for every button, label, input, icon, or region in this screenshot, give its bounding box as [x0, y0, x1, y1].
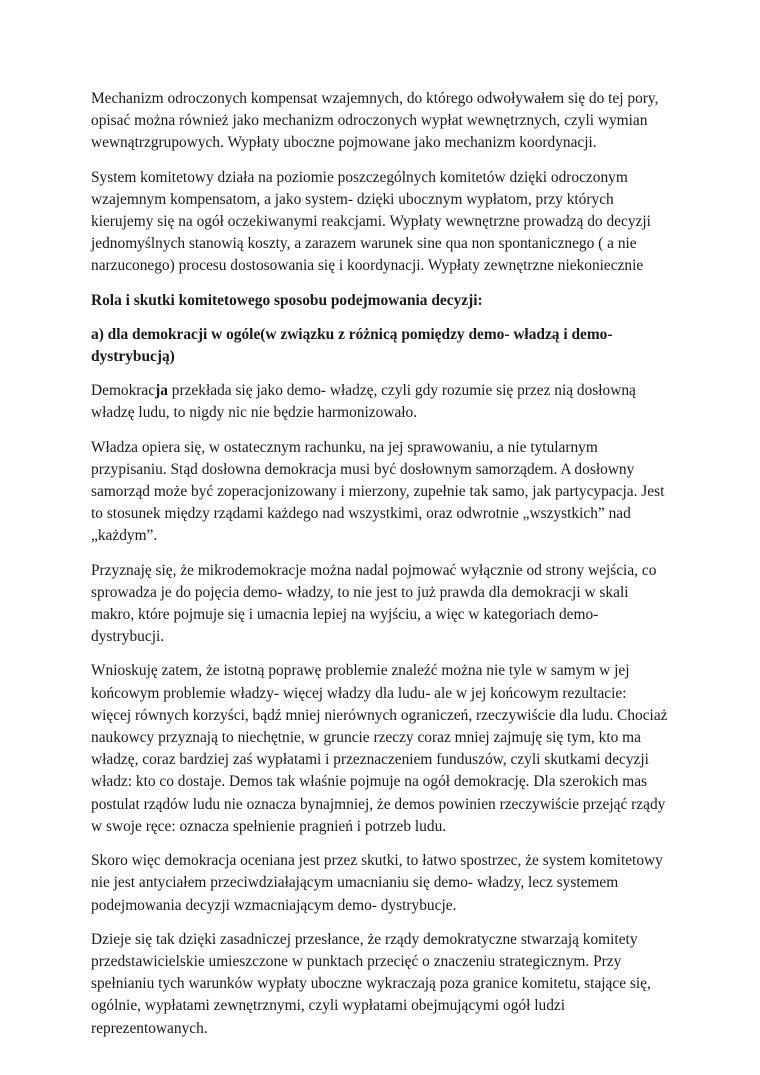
- text-line: ogólnie, wypłatami zewnętrznymi, czyli wypłatami obejmującymi ogół ludzi: [91, 997, 565, 1015]
- text-line: samorząd może być zoperacjonizowany i mierzony, zupełnie tak samo, jak partycypacja. Jest: [91, 483, 665, 501]
- text-line: końcowym problemie władzy- więcej władzy dla ludu- ale w jej końcowym rezultacie:: [91, 684, 627, 702]
- paragraph-5: [91, 560, 681, 649]
- text-line: opisać można również jako mechanizm odroczonych wypłat wewnętrznych, czyli wymian: [91, 112, 648, 130]
- text-run: przekłada się jako demo- władzę, czyli gdy rozumie się przez nią dosłowną: [167, 382, 636, 400]
- text-line: System komitetowy działa na poziomie poszczególnych komitetów dzięki odroczonym: [91, 168, 628, 186]
- text-line: Władza opiera się, w ostatecznym rachunku, na jej sprawowaniu, a nie tytularnym: [91, 438, 598, 456]
- text-line: spełnianiu tych warunków wypłaty uboczne wykraczają poza granice komitetu, stające się,: [91, 975, 651, 993]
- text-run: Demokrac: [91, 382, 156, 400]
- text-line: kierujemy się na ogół oczekiwanymi reakcjami. Wypłaty wewnętrzne prowadzą do decyzji: [91, 213, 651, 231]
- text-line: to stosunek między rządami każdego nad wszystkimi, oraz odwrotnie „wszystkich” nad: [91, 505, 631, 523]
- paragraph-8: [91, 929, 681, 1040]
- text-line: postulat rządów ludu nie oznacza bynajmniej, że demos powinien rzeczywiście przejąć rządy: [91, 795, 666, 813]
- text-line: sprowadza je do pojęcia demo- władzy, to nie jest to już prawda dla demokracji w skali: [91, 583, 629, 601]
- text-line: [91, 380, 681, 402]
- text-line: w swoje ręce: oznacza spełnienie pragnień i potrzeb ludu.: [91, 817, 447, 835]
- text-line: przypisaniu. Stąd dosłowna demokracja musi być dosłownym samorządem. A dosłowny: [91, 460, 635, 478]
- text-line: nie jest antyciałem przeciwdziałającym umacnianiu się demo- władzy, lecz systemem: [91, 874, 619, 892]
- text-line: naukowcy przyznają to niechętnie, w gruncie rzeczy coraz mniej zajmuję się tym, kto ma: [91, 729, 641, 747]
- text-line: makro, które pojmuje się i umacnia lepiej na wyjściu, a więc w kategoriach demo-: [91, 606, 599, 624]
- text-line: Wnioskuję zatem, że istotną poprawę problemie znaleźć można nie tyle w samym w jej: [91, 662, 630, 680]
- text-line: narzuconego) procesu dostosowania się i koordynacji. Wypłaty zewnętrzne niekoniecznie: [91, 257, 644, 275]
- text-line: „każdym”.: [91, 527, 158, 545]
- section-heading: [91, 290, 681, 312]
- paragraph-2: [91, 167, 681, 278]
- text-line: wewnątrzgrupowych. Wypłaty uboczne pojmowane jako mechanizm koordynacji.: [91, 134, 597, 152]
- paragraph-1: [91, 88, 681, 155]
- text-line: władz: kto co dostaje. Demos tak właśnie pojmuje na ogół demokrację. Dla szerokich mas: [91, 773, 648, 791]
- paragraph-3: [91, 380, 681, 424]
- text-line: dystrybucji.: [91, 628, 165, 646]
- document-page: [91, 88, 681, 1052]
- text-line: Mechanizm odroczonych kompensat wzajemnych, do którego odwoływałem się do tej pory,: [91, 90, 659, 107]
- text-line: przedstawicielskie umieszczone w punktach przecięć o znaczeniu strategicznym. Przy: [91, 952, 622, 970]
- text-line: więcej równych korzyści, bądź mniej nierównych ograniczeń, rzeczywiście dla ludu. Chociaż: [91, 706, 668, 724]
- text-line: Dzieje się tak dzięki zasadniczej przesłance, że rządy demokratyczne stwarzają komitety: [91, 930, 638, 948]
- paragraph-7: [91, 850, 681, 917]
- text-line: wzajemnym kompensatom, a jako system- dzięki ubocznym wypłatom, przy których: [91, 190, 614, 208]
- heading-text: dystrybucją): [91, 348, 175, 366]
- text-line: władzę, coraz bardziej zaś wypłatami i przeznaczeniem funduszów, czyli skutkami decyzji: [91, 751, 649, 769]
- heading-text: a) dla demokracji w ogóle(w związku z różnicą pomiędzy demo- władzą i demo-: [91, 325, 613, 343]
- paragraph-4: [91, 437, 681, 548]
- text-line: władzę ludu, to nigdy nic nie będzie harmonizowało.: [91, 404, 418, 422]
- text-line: Skoro więc demokracja oceniana jest przez skutki, to łatwo spostrzec, że system komitetowy: [91, 852, 663, 870]
- text-line: jednomyślnych stanowią koszty, a zarazem warunek sine qua non spontanicznego ( a nie: [91, 235, 637, 253]
- text-line: podejmowania decyzji wzmacniającym demo- dystrybucje.: [91, 896, 457, 914]
- text-line: Przyznaję się, że mikrodemokracje można nadal pojmować wyłącznie od strony wejścia, co: [91, 561, 657, 579]
- heading-text: Rola i skutki komitetowego sposobu podejmowania decyzji:: [91, 291, 483, 309]
- text-line: reprezentowanych.: [91, 1019, 208, 1037]
- bold-text-run: ja: [155, 382, 168, 400]
- paragraph-6: [91, 660, 681, 838]
- subsection-heading: [91, 324, 681, 368]
